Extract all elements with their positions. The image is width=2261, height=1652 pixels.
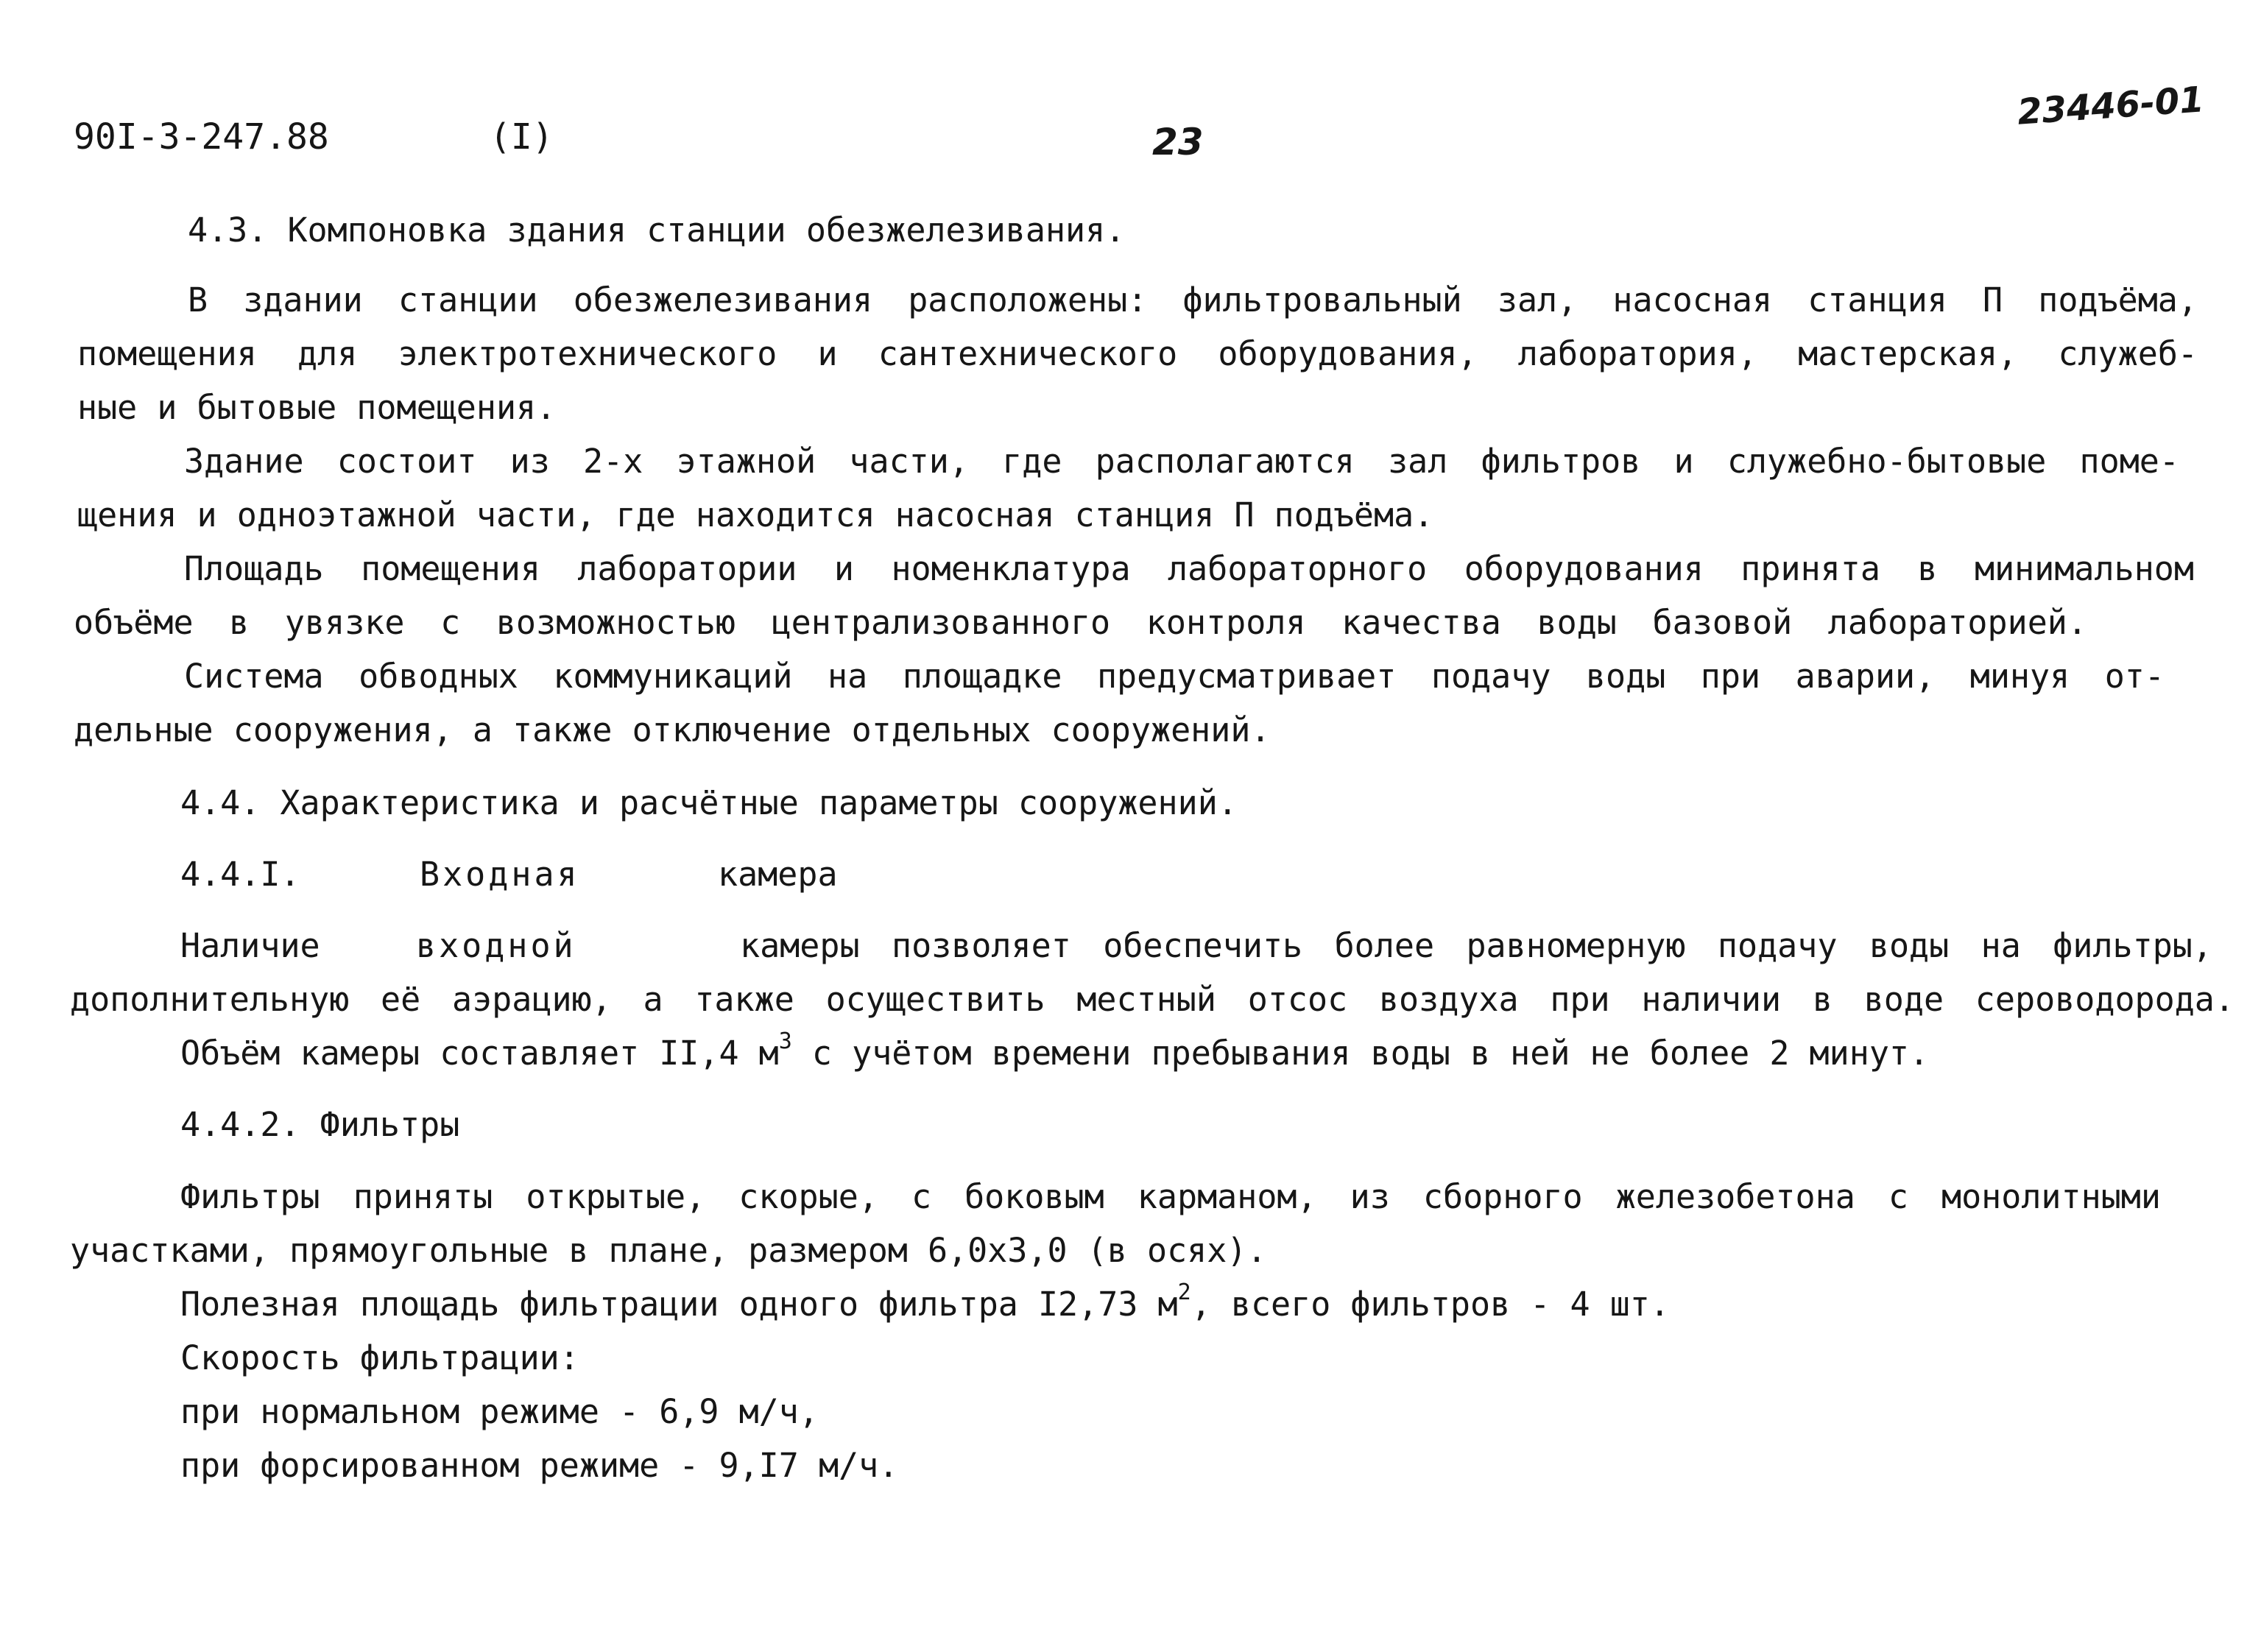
paragraph-line: помещения для электротехнического и сантехнического оборудования, лаборатория, мастерская, служеб- xyxy=(77,334,2198,373)
subsection-title-handwritten-word: Входная xyxy=(420,855,580,894)
text-after-superscript: , всего фильтров - 4 шт. xyxy=(1191,1285,1670,1324)
section-heading-4-4: 4.4. Характеристика и расчётные параметры сооружений. xyxy=(180,783,1238,822)
paragraph-line-with-superscript xyxy=(180,1279,1670,1324)
paragraph-line: щения и одноэтажной части, где находится насосная станция П подъёма. xyxy=(77,495,1434,534)
page-number: 23 xyxy=(1152,121,1204,163)
paragraph-line: ные и бытовые помещения. xyxy=(77,388,557,427)
paragraph-line: при нормальном режиме - 6,9 м/ч, xyxy=(180,1392,819,1431)
paragraph-handwritten-word: входной xyxy=(416,926,576,965)
paragraph-line: дополнительную её аэрацию, а также осуществить местный отсос воздуха при наличии в воде сероводорода. xyxy=(70,980,2234,1019)
text-after-superscript: с учётом времени пребывания воды в ней не более 2 минут. xyxy=(791,1034,1930,1073)
superscript-square: 2 xyxy=(1177,1279,1191,1305)
subsection-number-4-4-1: 4.4.I. xyxy=(180,855,300,894)
archive-number: 23446-01 xyxy=(2016,79,2206,133)
paragraph-line: Скорость фильтрации: xyxy=(180,1338,579,1377)
subsection-title-word: камера xyxy=(718,855,838,894)
paragraph-line-with-superscript xyxy=(180,1028,1930,1073)
paragraph-line: Система обводных коммуникаций на площадке предусматривает подачу воды при аварии, минуя от- xyxy=(184,657,2165,696)
paragraph-line: при форсированном режиме - 9,I7 м/ч. xyxy=(180,1446,899,1485)
paragraph-word: Наличие xyxy=(180,926,320,965)
section-heading-4-3: 4.3. Компоновка здания станции обезжелезивания. xyxy=(188,211,1126,250)
subsection-heading-4-4-2: 4.4.2. Фильтры xyxy=(180,1105,460,1144)
paragraph-line: Фильтры приняты открытые, скорые, с боковым карманом, из сборного железобетона с монолитными xyxy=(180,1177,2161,1216)
superscript-cubic: 3 xyxy=(778,1028,792,1054)
document-part: (I) xyxy=(490,116,554,158)
paragraph-line: объёме в увязке с возможностью централизованного контроля качества воды базовой лабораторией. xyxy=(74,603,2087,642)
paragraph-line: дельные сооружения, а также отключение отдельных сооружений. xyxy=(74,710,1271,749)
document-code: 90I-3-247.88 xyxy=(74,116,329,158)
paragraph-line: участками, прямоугольные в плане, размером 6,0х3,0 (в осях). xyxy=(70,1231,1267,1270)
text-before-superscript: Объём камеры составляет II,4 м xyxy=(180,1034,779,1073)
paragraph-line: Здание состоит из 2-х этажной части, где располагаются зал фильтров и служебно-бытовые поме- xyxy=(184,442,2179,481)
text-before-superscript: Полезная площадь фильтрации одного фильтра I2,73 м xyxy=(180,1285,1178,1324)
paragraph-line: камеры позволяет обеспечить более равномерную подачу воды на фильтры, xyxy=(740,926,2212,965)
paragraph-line: Площадь помещения лаборатории и номенклатура лабораторного оборудования принята в минимальном xyxy=(184,549,2194,588)
paragraph-line: В здании станции обезжелезивания расположены: фильтровальный зал, насосная станция П подъёма, xyxy=(188,280,2198,320)
